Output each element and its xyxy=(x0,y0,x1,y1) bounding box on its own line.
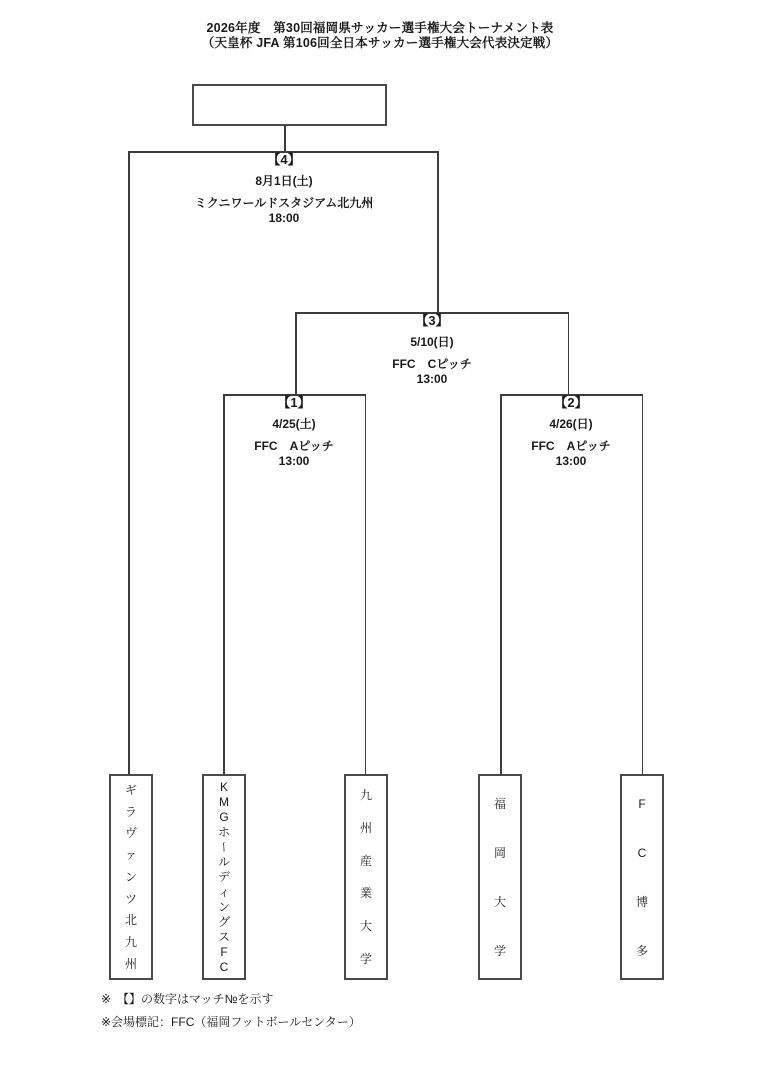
team-name-char: デ xyxy=(217,869,230,884)
team-name-char: ラ xyxy=(124,804,137,819)
team-name-char: 多 xyxy=(635,943,648,958)
team-name-char: C xyxy=(637,845,647,860)
team-name-char: ギ xyxy=(124,782,137,797)
footnote-venue-abbreviation: ※会場標記：FFC（福岡フットボールセンター） xyxy=(101,1015,361,1029)
match-4-date: 8月1日(土) xyxy=(255,174,313,188)
footnote-match-number: ※ 【】の数字はマッチ№を示す xyxy=(101,992,274,1006)
team-name-char: F xyxy=(220,945,228,960)
team-name-char: 大 xyxy=(493,894,506,909)
team-name-char: 州 xyxy=(359,820,372,835)
team-name-vertical xyxy=(622,776,662,978)
bracket-line-match4-right-leg xyxy=(437,151,439,313)
team-name-char: 北 xyxy=(124,913,137,928)
bracket-line-match2-right-leg xyxy=(642,394,644,775)
match-2-number: 【2】 xyxy=(554,395,588,410)
team-name-char: 学 xyxy=(359,951,372,966)
team-name-char: グ xyxy=(217,915,230,930)
bracket-line-match3-right-leg xyxy=(568,312,570,395)
champion-box xyxy=(192,84,387,126)
match-2-date: 4/26(日) xyxy=(549,417,593,431)
team-name-char: K xyxy=(219,779,228,794)
match-2-time: 13:00 xyxy=(555,454,587,468)
footnotes xyxy=(101,988,361,1034)
match-2-venue: FFC Aピッチ xyxy=(531,439,611,453)
match-4-venue: ミクニワールドスタジアム北九州 xyxy=(194,196,374,210)
team-name-char: 大 xyxy=(359,918,372,933)
match-1-time: 13:00 xyxy=(278,454,310,468)
team-name-char: 岡 xyxy=(493,845,506,860)
team-name-char: M xyxy=(219,794,229,809)
match-4-number: 【4】 xyxy=(267,152,301,167)
team-name-char: 福 xyxy=(493,796,506,811)
match-3-number: 【3】 xyxy=(415,313,449,328)
team-name-char: C xyxy=(219,960,229,975)
team-name-char: 博 xyxy=(635,894,648,909)
team-name-char: 九 xyxy=(124,935,137,950)
team-name-char: G xyxy=(219,809,229,824)
match-4-time: 18:00 xyxy=(268,211,300,225)
match-3-time: 13:00 xyxy=(416,372,448,386)
match-2-info xyxy=(531,396,611,468)
bracket-line-match2-left-leg xyxy=(500,394,502,775)
match-3-info xyxy=(392,314,472,386)
team-name-char: ン xyxy=(124,869,137,884)
match-3-date: 5/10(日) xyxy=(410,335,454,349)
team-name-char: ン xyxy=(217,900,230,915)
team-box-fukuoka-university xyxy=(478,774,522,980)
team-name-char: ヴ xyxy=(124,826,137,841)
bracket-line-match1-left-leg xyxy=(223,394,225,775)
team-name-char: ル xyxy=(217,854,230,869)
team-name-char: ァ xyxy=(124,848,137,863)
team-name-char: 州 xyxy=(124,957,137,971)
match-1-info xyxy=(254,396,334,468)
team-name-char: 学 xyxy=(493,943,506,958)
team-name-char: F xyxy=(638,796,646,811)
bracket-line-match4-left-leg xyxy=(128,151,130,775)
team-name-char: ホ xyxy=(217,824,230,839)
match-1-venue: FFC Aピッチ xyxy=(254,439,334,453)
team-box-kmg-holdings-fc xyxy=(202,774,246,980)
team-box-kyushu-sangyo-university xyxy=(344,774,388,980)
team-name-char: ィ xyxy=(217,884,230,899)
team-name-vertical xyxy=(480,776,520,978)
team-name-char: 九 xyxy=(359,788,372,803)
title-line-1: 2026年度 第30回福岡県サッカー選手権大会トーナメント表 xyxy=(206,21,554,35)
team-name-char: ス xyxy=(217,930,230,945)
team-name-char: ー xyxy=(216,840,231,853)
team-name-vertical xyxy=(111,776,151,978)
team-name-vertical xyxy=(204,776,244,978)
team-name-char: 業 xyxy=(359,886,372,901)
match-1-date: 4/25(土) xyxy=(272,417,316,431)
match-3-venue: FFC Cピッチ xyxy=(392,357,472,371)
match-4-info xyxy=(195,153,374,225)
page-title xyxy=(0,21,760,51)
bracket-line-match3-left-leg xyxy=(295,312,297,395)
match-1-number: 【1】 xyxy=(277,395,311,410)
team-name-char: 産 xyxy=(359,853,372,868)
team-name-char: ツ xyxy=(124,891,137,906)
bracket-line-winner-drop xyxy=(284,125,286,152)
team-name-vertical xyxy=(346,776,386,978)
team-box-fc-hakata xyxy=(620,774,664,980)
title-line-2: （天皇杯 JFA 第106回全日本サッカー選手権大会代表決定戦） xyxy=(201,36,559,50)
team-box-giravanz-kitakyushu xyxy=(109,774,153,980)
bracket-line-match1-right-leg xyxy=(365,394,367,775)
